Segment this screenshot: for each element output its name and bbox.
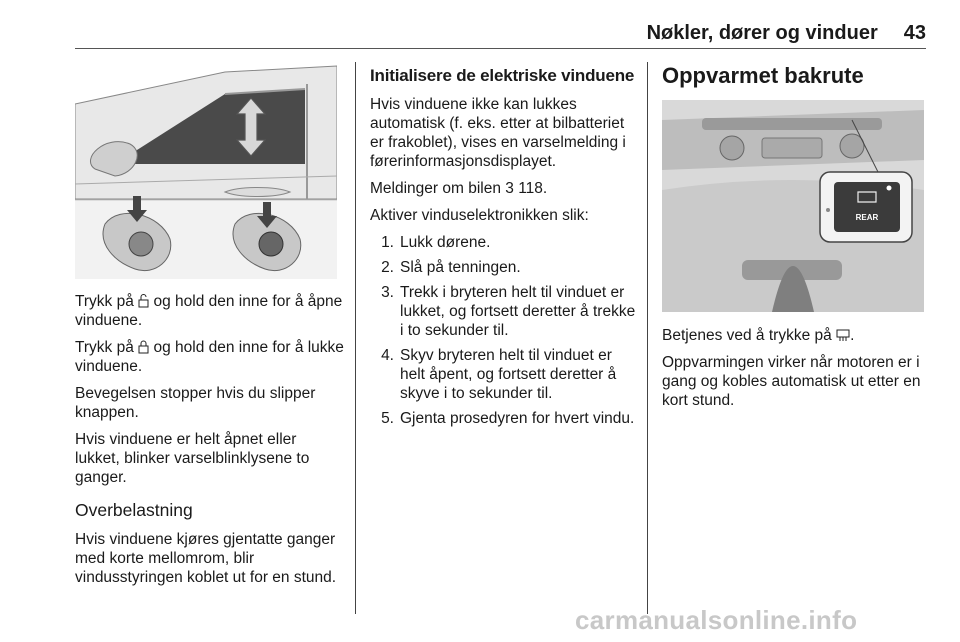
column-divider-1 bbox=[355, 62, 356, 614]
text: Trykk på bbox=[75, 339, 134, 356]
paragraph-stop: Bevegelsen stopper hvis du slipper knappen. bbox=[75, 385, 316, 421]
column-divider-2 bbox=[647, 62, 648, 614]
paragraph-messages: Meldinger om bilen 3 118. bbox=[370, 180, 548, 197]
unlock-icon bbox=[138, 294, 149, 308]
lock-icon bbox=[138, 340, 149, 354]
column-1 bbox=[75, 292, 345, 595]
page-number: 43 bbox=[903, 22, 926, 44]
paragraph-blink: Hvis vinduene er helt åpnet eller lukket, blinker varselblinklysene to ganger. bbox=[75, 431, 310, 486]
paragraph-auto: Hvis vinduene ikke kan lukkes automatisk (f. eks. etter at bilbatteriet er frakoblet), vises en varselmelding i førerinformasjonsdisplayet. bbox=[370, 96, 626, 170]
paragraph-heating: Oppvarmingen virker når motoren er i gang og kobles automatisk ut etter en kort stund. bbox=[662, 354, 921, 409]
watermark: carmanualsonline.info bbox=[575, 605, 858, 635]
list-item: 4. Skyv bryteren helt til vinduet er helt åpent, og fortsett deretter å skyve i to sekunder til. bbox=[381, 347, 617, 402]
text: . bbox=[850, 327, 855, 344]
column-3 bbox=[662, 63, 927, 97]
paragraph-close bbox=[75, 338, 345, 376]
header-title: Nøkler, dører og vinduer bbox=[646, 22, 878, 44]
paragraph-activate: Aktiver vinduselektronikken slik: bbox=[370, 207, 589, 224]
section-heading-initialise: Initialisere de elektriske vinduene bbox=[370, 66, 635, 85]
header-rule bbox=[75, 48, 926, 49]
page-header bbox=[0, 22, 926, 45]
rear-defrost-icon bbox=[836, 329, 850, 342]
column-3-text bbox=[662, 326, 927, 418]
text: og hold den inne for å åpne vinduene. bbox=[75, 293, 343, 329]
subheading-overload: Overbelastning bbox=[75, 500, 193, 520]
paragraph-overload: Hvis vinduene kjøres gjentatte ganger med korte mellomrom, blir vindusstyringen koblet ut for en stund. bbox=[75, 531, 337, 586]
list-item: 3. Trekk i bryteren helt til vinduet er lukket, og fortsett deretter å trekke i to sekunder til. bbox=[381, 284, 636, 339]
list-item: 2. Slå på tenningen. bbox=[381, 259, 521, 276]
car-window-illustration bbox=[75, 64, 337, 279]
paragraph-operate bbox=[662, 326, 927, 345]
text: og hold den inne for å lukke vinduene. bbox=[75, 339, 344, 375]
dashboard-illustration bbox=[662, 100, 924, 312]
steps-list bbox=[370, 233, 638, 428]
paragraph-open bbox=[75, 292, 345, 330]
section-heading-rear-defrost: Oppvarmet bakrute bbox=[662, 63, 864, 88]
text: Betjenes ved å trykke på bbox=[662, 327, 832, 344]
list-item: 5. Gjenta prosedyren for hvert vindu. bbox=[381, 410, 635, 427]
column-2 bbox=[370, 66, 638, 434]
text: Trykk på bbox=[75, 293, 134, 310]
rear-button-label: REAR bbox=[855, 213, 879, 222]
list-item: 1. Lukk dørene. bbox=[381, 234, 491, 251]
